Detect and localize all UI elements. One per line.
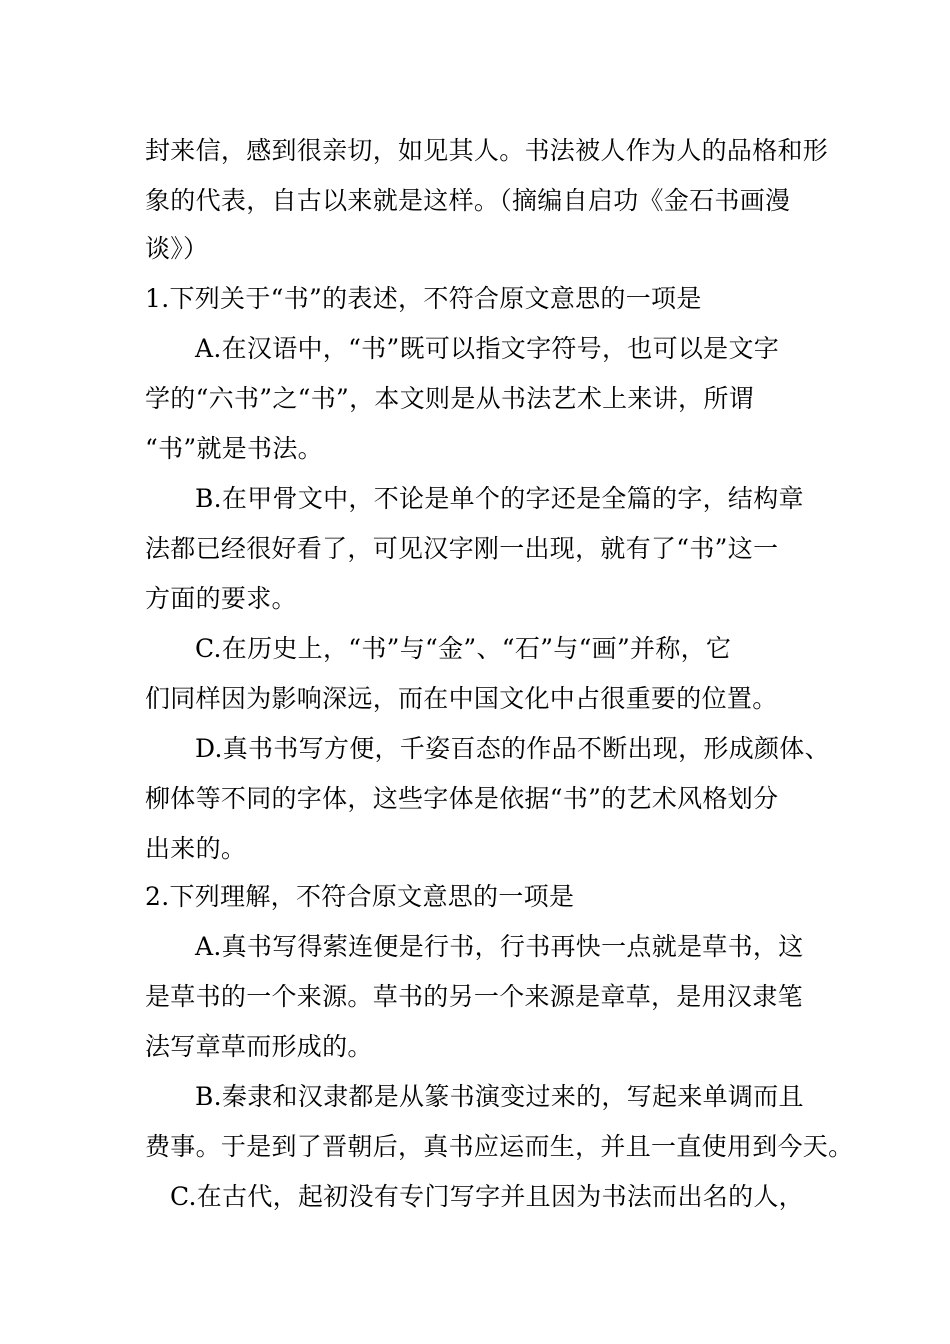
text-line: 方面的要求。	[145, 584, 297, 613]
text-line: 象的代表，自古以来就是这样。（摘编自启功《金石书画漫	[145, 186, 791, 215]
question-1-stem: 1.下列关于“书”的表述，不符合原文意思的一项是	[145, 284, 702, 313]
text-line: 柳体等不同的字体，这些字体是依据“书”的艺术风格划分	[145, 784, 779, 813]
option-1c: C.在历史上，“书”与“金”、“石”与“画”并称，它	[195, 634, 732, 663]
option-2b: B.秦隶和汉隶都是从篆书演变过来的，写起来单调而且	[195, 1082, 804, 1111]
option-1a: A.在汉语中，“书”既可以指文字符号，也可以是文字	[195, 334, 780, 363]
option-1b: B.在甲骨文中，不论是单个的字还是全篇的字，结构章	[195, 484, 804, 513]
option-2c: C.在古代，起初没有专门写字并且因为书法而出名的人，	[170, 1182, 804, 1211]
text-line: 法都已经很好看了，可见汉字刚一出现，就有了“书”这一	[145, 534, 779, 563]
option-1d: D.真书书写方便，千姿百态的作品不断出现，形成颜体、	[195, 734, 830, 763]
text-line: “书”就是书法。	[145, 434, 323, 463]
text-line: 封来信，感到很亲切，如见其人。书法被人作为人的品格和形	[145, 136, 829, 165]
text-line: 是草书的一个来源。草书的另一个来源是章草，是用汉隶笔	[145, 982, 803, 1011]
text-line: 学的“六书”之“书”，本文则是从书法艺术上来讲，所谓	[145, 384, 754, 413]
question-2-stem: 2.下列理解，不符合原文意思的一项是	[145, 882, 575, 911]
text-line: 费事。于是到了晋朝后，真书应运而生，并且一直使用到今天。	[145, 1132, 854, 1161]
text-line: 出来的。	[145, 834, 247, 863]
text-line: 们同样因为影响深远，而在中国文化中占很重要的位置。	[145, 684, 778, 713]
option-2a: A.真书写得萦连便是行书，行书再快一点就是草书，这	[195, 932, 804, 961]
text-line: 法写章草而形成的。	[145, 1032, 373, 1061]
text-line: 谈》）	[145, 234, 209, 263]
